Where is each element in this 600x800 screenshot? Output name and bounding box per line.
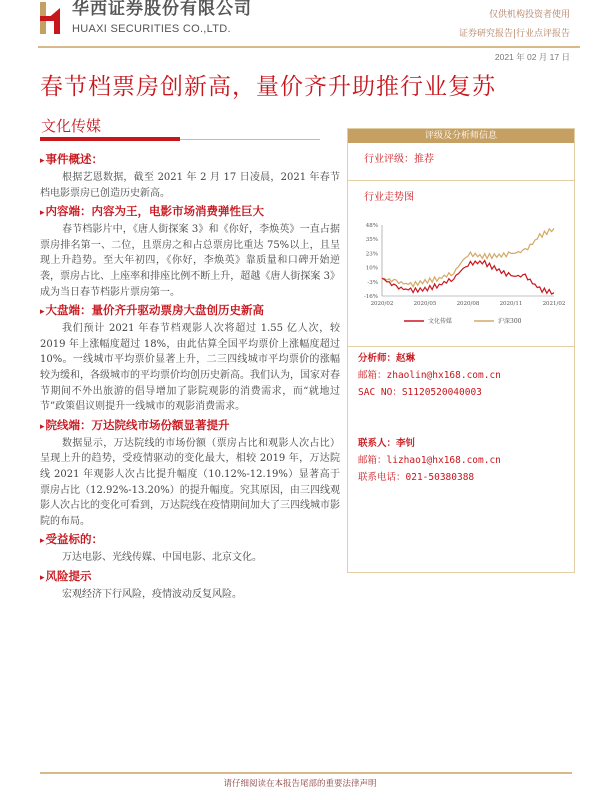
footer-divider	[40, 772, 572, 774]
section	[40, 567, 340, 603]
sector-label: 文化传媒	[41, 117, 102, 135]
section	[40, 416, 340, 530]
y-tick-label: 35%	[365, 237, 378, 244]
huaxi-logo	[38, 2, 64, 34]
sector-divider	[180, 139, 320, 140]
x-tick-label: 2021/02	[542, 301, 566, 307]
panel-header: 评级及分析师信息	[348, 129, 574, 143]
legal-notice: 请仔细阅读在本报告尾部的重要法律声明	[223, 779, 377, 789]
header-divider	[38, 46, 580, 48]
audience-note: 仅供机构投资者使用	[488, 10, 570, 20]
section	[40, 301, 340, 415]
section-body: 根据艺恩数据，截至 2021 年 2 月 17 日凌晨，2021 年春节档电影票房已创造历史新高。	[40, 172, 340, 199]
trend-chart-title: 行业走势图	[364, 192, 414, 203]
sac-number: SAC NO：S1120520040003	[358, 387, 482, 398]
section	[40, 530, 340, 566]
report-body	[40, 149, 340, 602]
section-heading: ▸ 事件概述：	[40, 150, 340, 170]
trend-chart	[348, 181, 574, 347]
section-heading: ▸ 院线端：万达院线市场份额显著提升	[40, 416, 340, 436]
x-tick-label: 2020/05	[413, 301, 437, 307]
analyst-email[interactable]: 邮箱：zhaolin@hx168.com.cn	[358, 370, 501, 381]
x-tick-label: 2020/08	[456, 301, 480, 307]
contact-name: 联系人：李钊	[358, 438, 416, 449]
section-heading: ▸ 风险提示	[40, 567, 340, 587]
industry-rating: 行业评级：推荐	[348, 143, 574, 181]
section	[40, 150, 340, 201]
section-heading: ▸ 内容端：内容为王，电影市场消费弹性巨大	[40, 202, 340, 222]
series-line	[382, 228, 554, 286]
section-heading: ▸ 受益标的：	[40, 530, 340, 550]
company-name-cn: 华西证券股份有限公司	[72, 0, 252, 19]
y-tick-label: 10%	[365, 265, 378, 272]
x-tick-label: 2020/02	[370, 301, 394, 307]
section-body: 万达电影、光线传媒、中国电影、北京文化。	[62, 552, 262, 564]
contact-phone: 联系电话：021-50380388	[358, 472, 475, 483]
x-tick-label: 2020/11	[499, 301, 523, 307]
report-title: 春节档票房创新高，量价齐升助推行业复苏	[40, 74, 496, 100]
analyst-name: 分析师：赵琳	[358, 353, 416, 364]
section-body: 我们预计 2021 年春节档观影人次将超过 1.55 亿人次，较 2019 年上涨幅度超过 18%，由此估算全国平均票价上涨幅度超过 10%。一线城市平均票价显著上升，二三四线城市平均票价的涨幅较为缓和，各级城市的平均票价均创历史新高。我们认为，国家对春节期间不外出旅游的倡导增加了影院观影的消费需求，而“就地过节”政策倡议则提升一线城市的观影消费需求。	[40, 323, 340, 413]
section-body: 春节档影片中，《唐人街探案 3》和《你好，李焕英》一直占据票房排名第一、二位，且票房之和占总票房比重达 75%以上，且呈现上升趋势。至大年初四，《你好，李焕英》靠质量和口碑开始逆袭，票房占比、上座率和排座比例不断上升，超越《唐人街探案 3》成为当日春节档影片票房第一。	[40, 224, 340, 298]
y-tick-label: -3%	[367, 279, 378, 286]
legend-label: 文化传媒	[428, 318, 453, 325]
y-tick-label: 23%	[365, 251, 378, 258]
report-date: 2021 年 02 月 17 日	[494, 52, 570, 62]
series-line	[382, 261, 554, 295]
sector-underline	[40, 137, 180, 141]
analyst-info	[348, 347, 574, 486]
section-heading: ▸ 大盘端：量价齐升驱动票房大盘创历史新高	[40, 301, 340, 321]
rating-analyst-panel	[347, 128, 575, 573]
contact-email[interactable]: 邮箱：lizhao1@hx168.com.cn	[358, 455, 501, 466]
legend-label: 沪深300	[498, 318, 522, 325]
section	[40, 202, 340, 300]
y-tick-label: -16%	[363, 294, 378, 300]
report-type: 证券研究报告|行业点评报告	[458, 29, 570, 39]
y-tick-label: 48%	[365, 223, 378, 229]
section-body: 宏观经济下行风险，疫情波动反复风险。	[62, 588, 242, 600]
section-body: 数据显示，万达院线的市场份额（票房占比和观影人次占比）呈现上升的趋势，受疫情驱动的变化最大，相较 2019 年，万达院线 2021 年观影人次占比提升幅度（10.12%-12.19%）显著高于票房占比（12.92%-13.20%）的提升幅度。究其原因，由三四线观影人次占比的变化可看到，万达院线在疫情期间加大了三四线城市影院的布局。	[40, 437, 340, 527]
trend-chart-section	[348, 181, 574, 347]
company-name-en: HUAXI SECURITIES CO.,LTD.	[72, 23, 231, 35]
